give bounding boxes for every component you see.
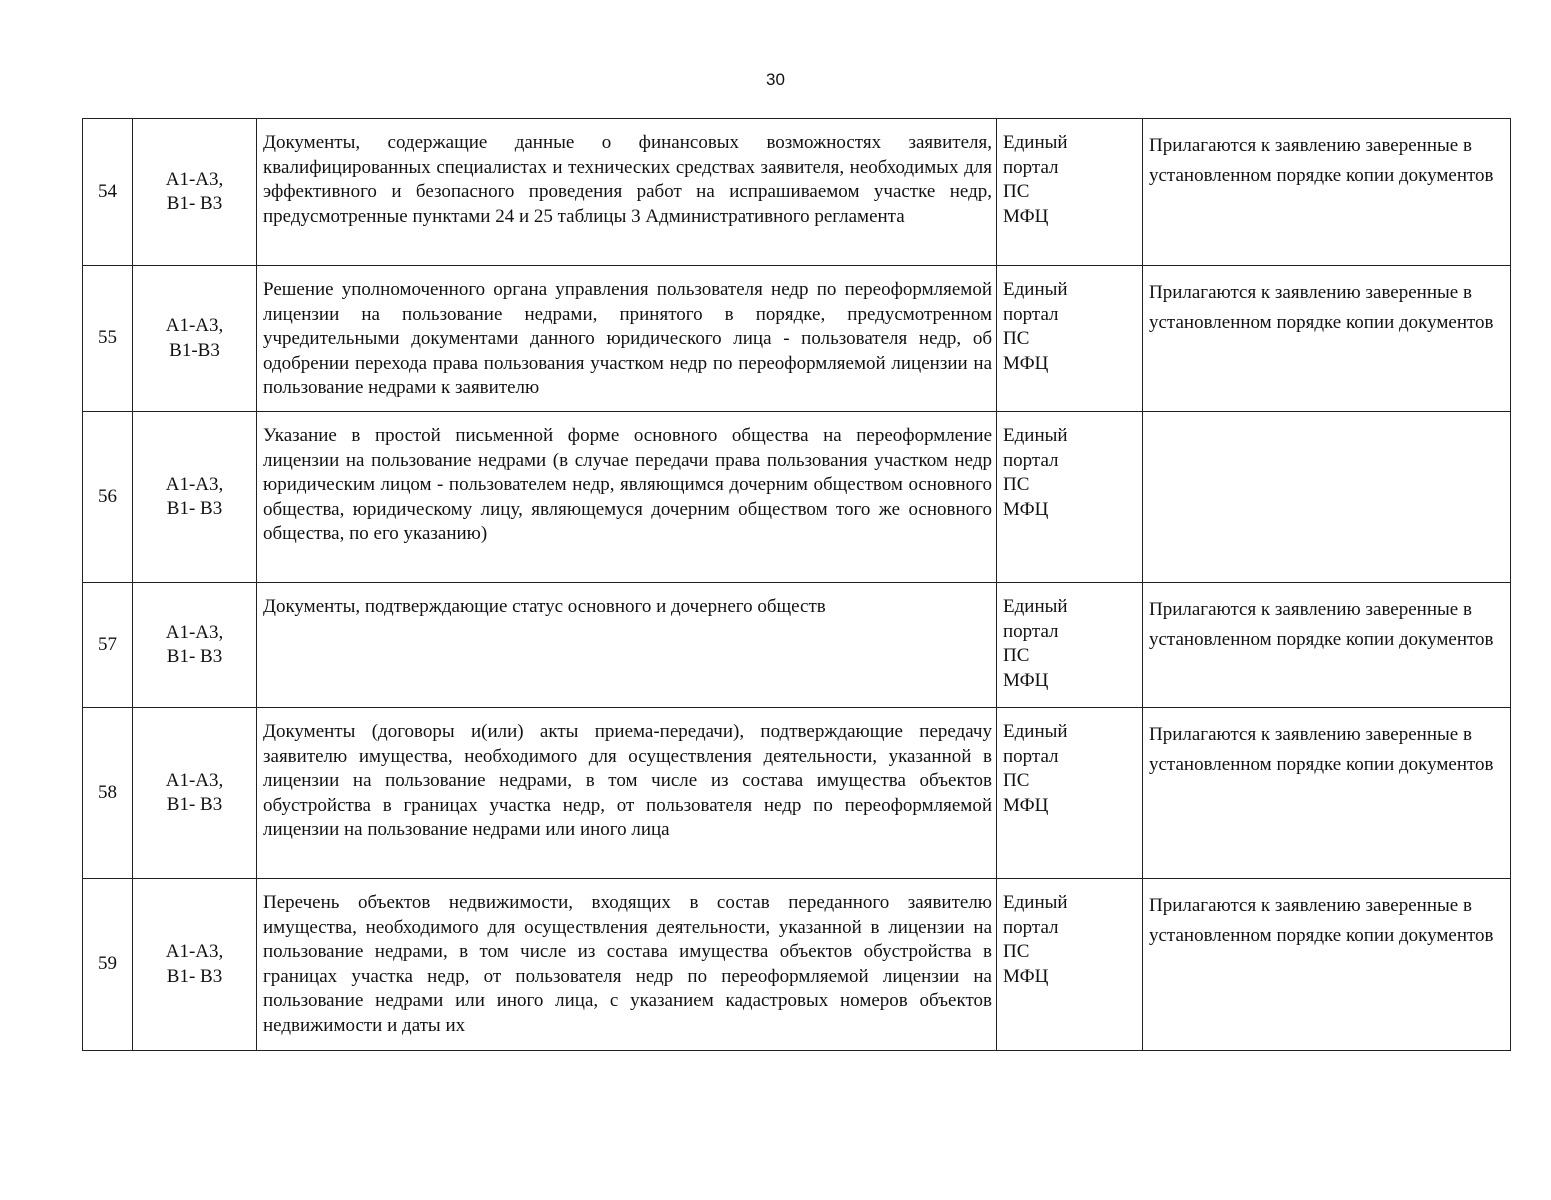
row-number: 58 [83, 708, 133, 879]
documents-table [82, 118, 1511, 1051]
document-description: Документы (договоры и(или) акты приема-передачи), подтверждающие передачу заявителю имущества, необходимого для осуществления деятельности, указанной в лицензии на пользование недрами, в том числе из состава имущества объектов обустройства в границах участка недр, от пользователя недр по переоформляемой лицензии на пользование недрами или иного лица [257, 708, 997, 879]
channel-item: Единый [1003, 132, 1068, 153]
row-number: 56 [83, 412, 133, 583]
document-description: Решение уполномоченного органа управления пользователя недр по переоформляемой лицензии на пользование недрами, принятого в порядке, предусмотренном учредительными документами данного юридического лица - пользователя недр, об одобрении перехода права пользования участком недр по переоформляемой лицензии на пользование недрами к заявителю [257, 266, 997, 412]
table-row [83, 119, 1511, 266]
channel-item: портал [1003, 303, 1059, 325]
channel-item: портал [1003, 916, 1059, 938]
category-line: В1- В3 [166, 965, 223, 987]
channel-item: МФЦ [1003, 498, 1049, 520]
channel-item: МФЦ [1003, 965, 1049, 987]
channel-item: Единый [1003, 425, 1068, 446]
row-number: 55 [83, 266, 133, 412]
note-cell [1143, 412, 1511, 583]
channel-item: портал [1003, 620, 1059, 642]
category-line: А1-А3, [165, 941, 224, 962]
table-row [83, 708, 1511, 879]
category-cell [133, 119, 257, 266]
channels-cell [997, 412, 1143, 583]
category-cell [133, 412, 257, 583]
channels-cell [997, 879, 1143, 1051]
channel-item: ПС [1003, 474, 1030, 495]
row-number: 54 [83, 119, 133, 266]
table-row [83, 266, 1511, 412]
channel-item: МФЦ [1003, 794, 1049, 816]
channel-item: ПС [1003, 181, 1030, 202]
channels-cell [997, 266, 1143, 412]
category-cell [133, 879, 257, 1051]
channels-cell [997, 119, 1143, 266]
document-description: Документы, подтверждающие статус основного и дочернего обществ [257, 583, 997, 708]
category-line: А1-А3, [165, 473, 224, 495]
category-line: А1-А3, [165, 621, 224, 643]
channel-item: МФЦ [1003, 352, 1049, 374]
channel-item: портал [1003, 156, 1059, 178]
table-row [83, 412, 1511, 583]
category-line: В1- В3 [166, 498, 223, 519]
row-number: 59 [83, 879, 133, 1051]
channels-cell [997, 708, 1143, 879]
note-cell: Прилагаются к заявлению заверенные в установленном порядке копии документов [1143, 879, 1511, 1051]
category-cell [133, 266, 257, 412]
channel-item: МФЦ [1003, 669, 1049, 691]
note-cell: Прилагаются к заявлению заверенные в установленном порядке копии документов [1143, 708, 1511, 879]
channel-item: Единый [1003, 279, 1068, 300]
category-line: А1-А3, [165, 168, 224, 190]
channels-cell [997, 583, 1143, 708]
channel-item: портал [1003, 449, 1059, 471]
category-line: В1-В3 [169, 339, 220, 361]
row-number: 57 [83, 583, 133, 708]
category-line: В1- В3 [166, 646, 223, 667]
channel-item: МФЦ [1003, 205, 1049, 227]
channel-item: Единый [1003, 596, 1068, 617]
category-line: В1- В3 [166, 193, 223, 214]
table-row [83, 583, 1511, 708]
document-description: Перечень объектов недвижимости, входящих в состав переданного заявителю имущества, необходимого для осуществления деятельности, указанной в лицензии на пользование недрами, в том числе из состава имущества объектов обустройства в границах участка недр, от пользователя недр по переоформляемой лицензии на пользование недрами или иного лица, с указанием кадастровых номеров объектов недвижимости и даты их [257, 879, 997, 1051]
category-cell [133, 583, 257, 708]
channel-item: Единый [1003, 721, 1068, 742]
category-line: В1- В3 [166, 794, 223, 815]
note-cell: Прилагаются к заявлению заверенные в установленном порядке копии документов [1143, 583, 1511, 708]
page-number: 30 [766, 70, 785, 89]
document-description: Указание в простой письменной форме основного общества на переоформление лицензии на пользование недрами (в случае передачи права пользования участком недр юридическим лицом - пользователем недр, являющимся дочерним обществом основного общества, юридическому лицу, являющемуся дочерним обществом того же основного общества, по его указанию) [257, 412, 997, 583]
channel-item: ПС [1003, 645, 1030, 666]
channel-item: ПС [1003, 941, 1030, 962]
channel-item: Единый [1003, 892, 1068, 913]
channel-item: ПС [1003, 328, 1030, 349]
channel-item: портал [1003, 745, 1059, 767]
category-line: А1-А3, [165, 315, 224, 336]
table-row [83, 879, 1511, 1051]
category-line: А1-А3, [165, 769, 224, 791]
channel-item: ПС [1003, 770, 1030, 791]
note-cell: Прилагаются к заявлению заверенные в установленном порядке копии документов [1143, 266, 1511, 412]
category-cell [133, 708, 257, 879]
note-cell: Прилагаются к заявлению заверенные в установленном порядке копии документов [1143, 119, 1511, 266]
document-description: Документы, содержащие данные о финансовых возможностях заявителя, квалифицированных специалистах и технических средствах заявителя, необходимых для эффективного и безопасного проведения работ на испрашиваемом участке недр, предусмотренные пунктами 24 и 25 таблицы 3 Административного регламента [257, 119, 997, 266]
